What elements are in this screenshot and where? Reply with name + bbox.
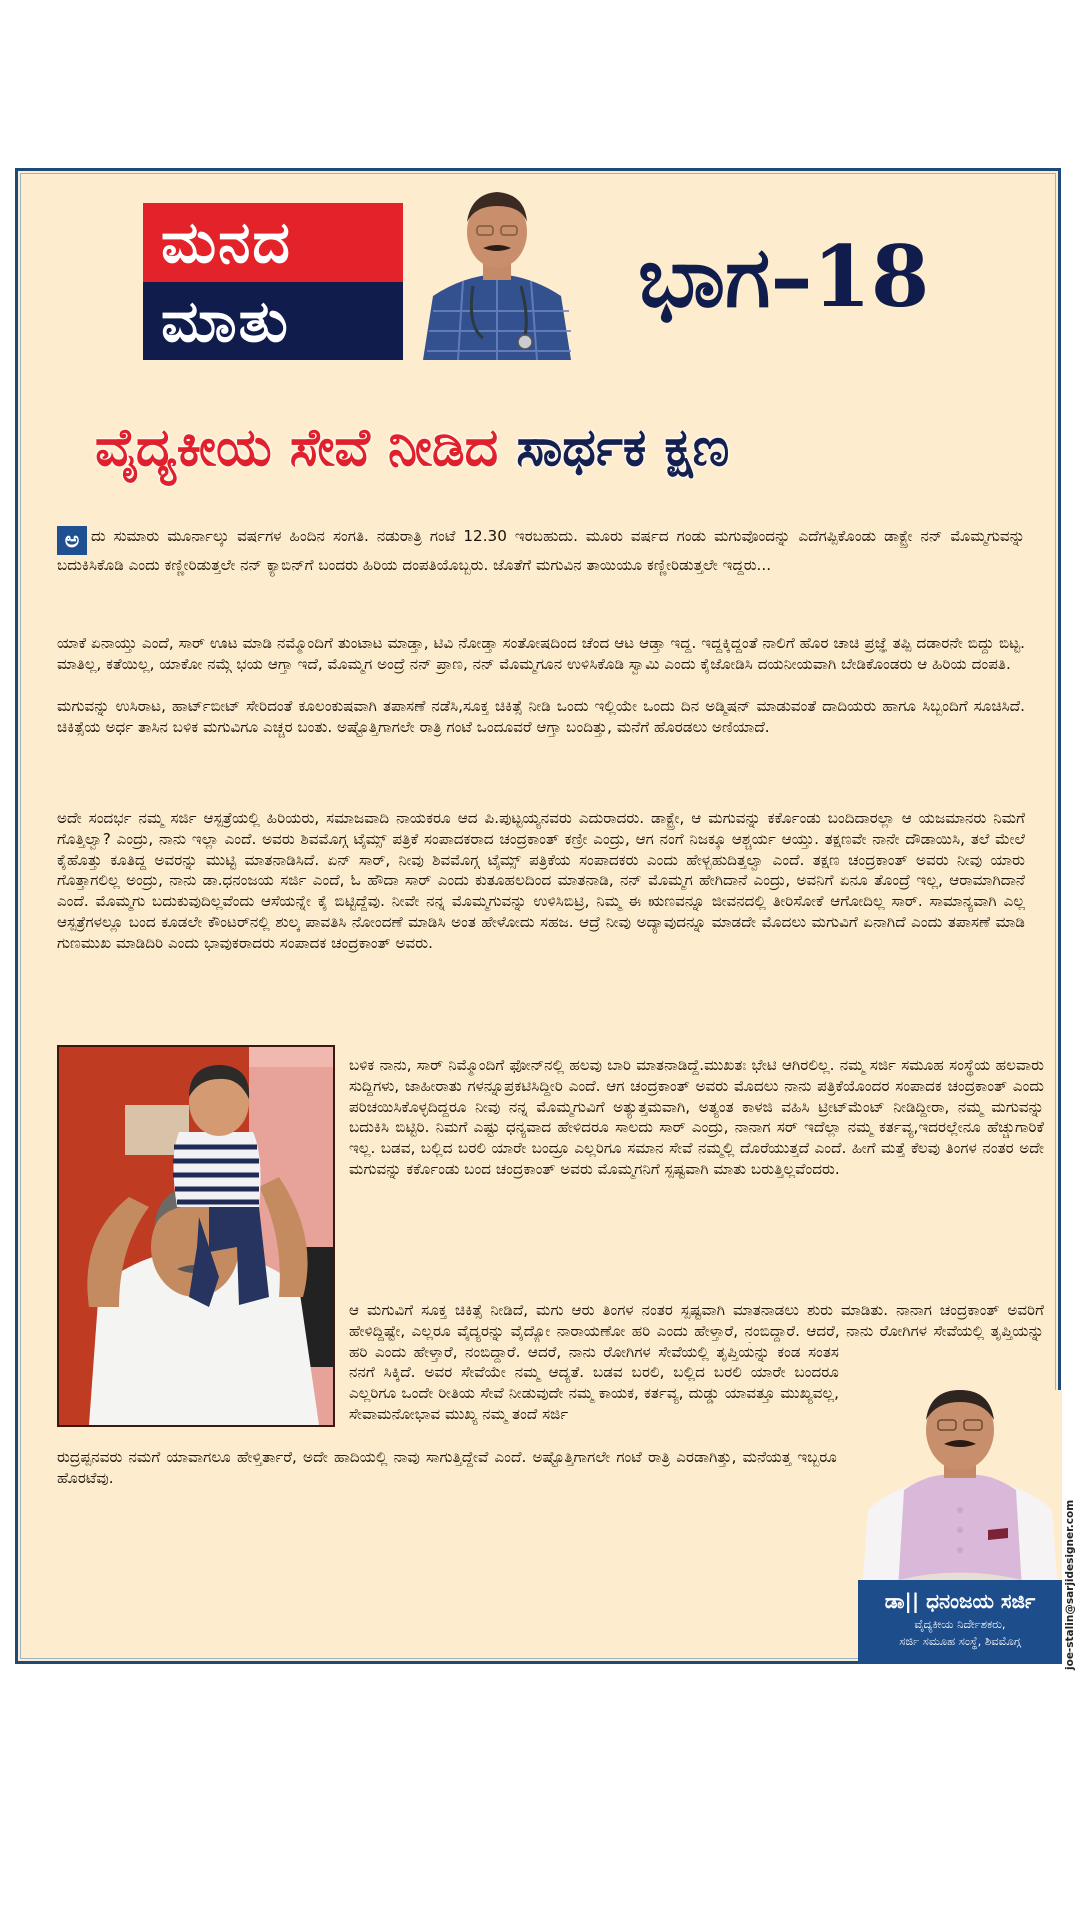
doctor-portrait-photo	[403, 176, 591, 360]
headline	[95, 408, 985, 488]
article-paragraph-6-narrow	[349, 1342, 839, 1446]
paragraph-6-text: ಆ ಮಗುವಿಗೆ ಸೂಕ್ತ ಚಿಕಿತ್ಸೆ ನೀಡಿದೆ, ಮಗು ಆರು ತಿಂಗಳ ನಂತರ ಸ್ಪಷ್ಟವಾಗಿ ಮಾತನಾಡಲು ಶುರು ಮಾಡಿತು. ನಾನಾಗ ಚಂದ್ರಕಾಂತ್ ಅವರಿಗೆ ಹೇಳಿದ್ದಿಷ್ಟೇ, ಎಲ್ಲರೂ ವೈದ್ಯರನ್ನು ವೈದ್ಯೋ ನಾರಾಯಣೋ ಹರಿ ಎಂದು ಹೇಳ್ತಾರೆ, ನಂಬಿದ್ದಾರೆ. ಆದರೆ, ನಾನು ರೋಗಿಗಳ ಸೇವೆಯಲ್ಲಿ ತೃಪ್ತಿಯನ್ನು	[349, 1301, 1044, 1340]
drop-cap: ಅ	[57, 526, 87, 555]
article-paragraph-6-top	[349, 1300, 1044, 1342]
headline-red: ವೈದ್ಯಕೀಯ ಸೇವೆ ನೀಡಿದ	[95, 418, 499, 478]
masthead-line1: ಮನದ	[161, 208, 292, 276]
headline-navy: ಸಾರ್ಥಕ ಕ್ಷಣ	[516, 418, 730, 478]
masthead-logo	[143, 203, 590, 360]
author-portrait-photo	[858, 1390, 1062, 1590]
masthead-line2: ಮಾತು	[161, 287, 290, 355]
paragraph-1-text: ದು ಸುಮಾರು ಮೂರ್ನಾಲ್ಕು ವರ್ಷಗಳ ಹಿಂದಿನ ಸಂಗತಿ. ನಡುರಾತ್ರಿ ಗಂಟೆ 12.30 ಇರಬಹುದು. ಮೂರು ವರ್ಷದ ಗಂಡು ಮಗುವೊಂದನ್ನು ಎದೆಗಪ್ಪಿಕೊಂಡು ಡಾಕ್ಟ್ರೇ ನನ್ ಮೊಮ್ಮಗುವನ್ನು ಬದುಕಿಸಿಕೊಡಿ ಎಂದು ಕಣ್ಣೀರಿಡುತ್ತಲೇ ನನ್ ಕ್ಯಾಬಿನ್‌ಗೆ ಬಂದರು ಹಿರಿಯ ದಂಪತಿಯೊಬ್ಬರು. ಜೊತೆಗೆ ಮಗುವಿನ ತಾಯಿಯೂ ಕಣ್ಣೀರಿಡುತ್ತಲೇ ಇದ್ದರು...	[57, 527, 1025, 574]
paragraph-6-continuation: ಹರಿ ಎಂದು ಹೇಳ್ತಾರೆ, ನಂಬಿದ್ದಾರೆ. ಆದರೆ, ನಾನು ರೋಗಿಗಳ ಸೇವೆಯಲ್ಲಿ ತೃಪ್ತಿಯನ್ನು ಕಂಡ ಸಂತಸ ನನಗೆ ಸಿಕ್ಕಿದೆ. ಅವರ ಸೇವೆಯೇ ನಮ್ಮ ಆದ್ಯತೆ. ಬಡವ ಬರಲಿ, ಬಲ್ಲಿದ ಬರಲಿ ಯಾರೇ ಬಂದರೂ ಎಲ್ಲರಿಗೂ ಒಂದೇ ರೀತಿಯ ಸೇವೆ ನೀಡುವುದೇ ನಮ್ಮ ಕಾಯಕ, ಕರ್ತವ್ಯ, ದುಡ್ಡು ಯಾವತ್ತೂ ಮುಖ್ಯವಲ್ಲ, ಸೇವಾಮನೋಭಾವ ಮುಖ್ಯ ನಮ್ಮ ತಂದೆ ಸರ್ಜಿ	[349, 1342, 839, 1423]
article-paragraph-5: ಬಳಿಕ ನಾನು, ಸಾರ್ ನಿಮ್ಮೊಂದಿಗೆ ಫೋನ್‌ನಲ್ಲಿ ಹಲವು ಬಾರಿ ಮಾತನಾಡಿದ್ದೆ.ಮುಖತಃ ಭೇಟಿ ಆಗಿರಲಿಲ್ಲ. ನಮ್ಮ ಸರ್ಜಿ ಸಮೂಹ ಸಂಸ್ಥೆಯ ಹಲವಾರು ಸುದ್ದಿಗಳು, ಜಾಹೀರಾತು ಗಳನ್ನೂಪ್ರಕಟಿಸಿದ್ದೀರಿ ಎಂದೆ. ಆಗ ಚಂದ್ರಕಾಂತ್ ಅವರು ಮೊದಲು ನಾನು ಪತ್ರಿಕೆಯೊಂದರ ಸಂಪಾದಕ ಚಂದ್ರಕಾಂತ್ ಎಂದು ಪರಿಚಯಿಸಿಕೊಳ್ಳದಿದ್ದರೂ ನೀವು ನನ್ನ ಮೊಮ್ಮಗುವಿಗೆ ಅತ್ಯುತ್ತಮವಾಗಿ, ಅತ್ಯಂತ ಕಾಳಜಿ ವಹಿಸಿ ಟ್ರೀಟ್‌ಮೆಂಟ್ ನೀಡಿದ್ದೀರಾ, ನಮ್ಮ ಮಗುವನ್ನು ಬದುಕಿಸಿ ಬಿಟ್ಟಿರಿ. ನಿಮಗೆ ಎಷ್ಟು ಧನ್ಯವಾದ ಹೇಳಿದರೂ ಸಾಲದು ಸಾರ್ ಎಂದ್ರು, ನಾನಾಗ ಸರ್ ಇದೆಲ್ಲಾ ನಮ್ಮ ಕರ್ತವ್ಯ,ಇದರಲ್ಲೇನೂ ಹೆಚ್ಚುಗಾರಿಕೆ ಇಲ್ಲ. ಬಡವ, ಬಲ್ಲಿದ ಬರಲಿ ಯಾರೇ ಬಂದ್ರೂ ಎಲ್ಲರಿಗೂ ಸಮಾನ ಸೇವೆ ನಮ್ಮಲ್ಲಿ ದೊರೆಯುತ್ತದೆ ಎಂದೆ. ಹೀಗೆ ಮತ್ತೆ ಕೆಲವು ತಿಂಗಳ ನಂತರ ಅದೇ ಮಗುವನ್ನು ಕರ್ಕೊಂಡು ಬಂದ ಚಂದ್ರಕಾಂತ್ ಅವರು ಮೊಮ್ಮಗನಿಗೆ ಸ್ಪಷ್ಟವಾಗಿ ಮಾತು ಬರುತ್ತಿಲ್ಲವೆಂದರು.	[349, 1056, 1044, 1178]
photo-illustration	[59, 1047, 333, 1425]
part-number: ಭಾಗ–18	[638, 227, 930, 326]
article-paragraph-2: ಯಾಕೆ ಏನಾಯ್ತು ಎಂದೆ, ಸಾರ್ ಊಟ ಮಾಡಿ ನಮ್ಮೊಂದಿಗೆ ತುಂಟಾಟ ಮಾಡ್ತಾ, ಟಿವಿ ನೋಡ್ತಾ ಸಂತೋಷದಿಂದ ಚೆಂದ ಆಟ ಆಡ್ತಾ ಇದ್ದ. ಇದ್ದಕ್ಕಿದ್ದಂತೆ ನಾಲಿಗೆ ಹೊರ ಚಾಚಿ ಪ್ರಜ್ಞೆ ತಪ್ಪಿ ದಡಾರನೇ ಬಿದ್ದು ಬಿಟ್ಟ. ಮಾತಿಲ್ಲ, ಕತೆಯಿಲ್ಲ, ಯಾಕೋ ನಮ್ಗೆ ಭಯ ಆಗ್ತಾ ಇದೆ, ಮೊಮ್ಮಗ ಅಂದ್ರೆ ನನ್ ಪ್ರಾಣ, ನನ್ ಮೊಮ್ಮಗೂನ ಉಳಿಸಿಕೊಡಿ ಸ್ವಾಮಿ ಎಂದು ಕೈಜೋಡಿಸಿ ದಯನೀಯವಾಗಿ ಬೇಡಿಕೊಂಡರು ಆ ಹಿರಿಯ ದಂಪತಿ.	[57, 634, 1025, 673]
author-name-box	[858, 1580, 1062, 1664]
author-signature-block	[858, 1390, 1062, 1664]
designer-credit: joe-stalin@sarjidesigner.com	[1064, 1499, 1076, 1670]
article-paragraph-1	[57, 526, 1025, 576]
article-paragraph-4: ಅದೇ ಸಂದರ್ಭ ನಮ್ಮ ಸರ್ಜಿ ಆಸ್ಪತ್ರೆಯಲ್ಲಿ ಹಿರಿಯರು, ಸಮಾಜವಾದಿ ನಾಯಕರೂ ಆದ ಪಿ.ಪುಟ್ಟಯ್ಯನವರು ಎದುರಾದರು. ಡಾಕ್ಟ್ರೇ, ಆ ಮಗುವನ್ನು ಕರ್ಕೊಂಡು ಬಂದಿದಾರಲ್ಲಾ ಆ ಯಜಮಾನರು ನಿಮಗೆ ಗೊತ್ತಿಲ್ವಾ? ಎಂದ್ರು, ನಾನು ಇಲ್ಲಾ ಎಂದೆ. ಅವರು ಶಿವಮೊಗ್ಗ ಟೈಮ್ಸ್ ಪತ್ರಿಕೆ ಸಂಪಾದಕರಾದ ಚಂದ್ರಕಾಂತ್ ಕಣ್ರೀ ಎಂದ್ರು, ಆಗ ನಂಗೆ ನಿಜಕ್ಕೂ ಆಶ್ಚರ್ಯ ಆಯ್ತು. ತಕ್ಷಣವೇ ನಾನೇ ದೌಡಾಯಿಸಿ, ತಲೆ ಮೇಲೆ ಕೈಹೊತ್ತು ಕೂತಿದ್ದ ಅವರನ್ನು ಮುಟ್ಟಿ ಮಾತನಾಡಿಸಿದೆ. ಏನ್ ಸಾರ್, ನೀವು ಶಿವಮೊಗ್ಗ ಟೈಮ್ಸ್ ಪತ್ರಿಕೆಯ ಸಂಪಾದಕರು ಎಂದು ಹೇಳ್ಬಹುದಿತ್ತಲ್ವಾ ಎಂದೆ. ತಕ್ಷಣ ಚಂದ್ರಕಾಂತ್ ಅವರು ನೀವು ಯಾರು ಗೊತ್ತಾಗಲಿಲ್ಲ ಅಂದ್ರು, ನಾನು ಡಾ.ಧನಂಜಯ ಸರ್ಜಿ ಎಂದೆ, ಓ ಹೌದಾ ಸಾರ್ ಎಂದು ಕುತೂಹಲದಿಂದ ಮಾತನಾಡಿ, ನನ್ ಮೊಮ್ಮಗ ಹೇಗಿದಾನೆ ಎಂದ್ರು, ಅವನಿಗೆ ಏನೂ ತೊಂದ್ರೆ ಇಲ್ಲ, ಆರಾಮಾಗಿದಾನೆ ಎಂದೆ. ಮೊಮ್ಮಗು ಬದುಕುವುದಿಲ್ಲವೆಂದು ಆಸೆಯನ್ನೇ ಕೈ ಬಿಟ್ಟಿದ್ದೆವು. ನೀವೇ ನನ್ನ ಮೊಮ್ಮಗುವನ್ನು ಉಳಿಸಿಬಿಟ್ರಿ, ನಿಮ್ಮ ಈ ಋಣವನ್ನೂ ಜೀವನದಲ್ಲಿ ತೀರಿಸೋಕೆ ಆಗೋದಿಲ್ಲ ಸಾರ್. ಸಾಮಾನ್ಯವಾಗಿ ಎಲ್ಲ ಆಸ್ಪತ್ರೆಗಳಲ್ಲೂ ಬಂದ ಕೂಡಲೇ ಕೌಂಟರ್‌ನಲ್ಲಿ ಶುಲ್ಕ ಪಾವತಿಸಿ ನೋಂದಣೆ ಮಾಡಿಸಿ ಅಂತ ಹೇಳೋದು ಸಹಜ. ಆದ್ರೆ ನೀವು ಅದ್ಯಾವುದನ್ನೂ ಮಾಡದೇ ಮೊದಲು ಮಗುವಿಗೆ ಏನಾಗಿದೆ ಎಂದು ತಪಾಸಣೆ ಮಾಡಿ ಗುಣಮುಖ ಮಾಡಿದಿರಿ ಎಂದು ಭಾವುಕರಾದರು ಸಂಪಾದಕ ಚಂದ್ರಕಾಂತ್ ಅವರು.	[57, 809, 1025, 952]
article-paragraph-6-end: ರುದ್ರಪ್ಪನವರು ನಮಗೆ ಯಾವಾಗಲೂ ಹೇಳ್ತಿರ್ತಾರೆ, ಅದೇ ಹಾದಿಯಲ್ಲಿ ನಾವು ಸಾಗುತ್ತಿದ್ದೇವೆ ಎಂದೆ. ಅಷ್ಟೊತ್ತಿಗಾಗಲೇ ಗಂಟೆ ರಾತ್ರಿ ಎರಡಾಗಿತ್ತು, ಮನೆಯತ್ತ ಇಬ್ಬರೂ ಹೊರಟೆವು.	[57, 1448, 837, 1487]
article-paragraph-3: ಮಗುವನ್ನು ಉಸಿರಾಟ, ಹಾರ್ಟ್‌ಬೀಟ್ ಸೇರಿದಂತೆ ಕೂಲಂಕುಷವಾಗಿ ತಪಾಸಣೆ ನಡೆಸಿ,ಸೂಕ್ತ ಚಿಕಿತ್ಸೆ ನೀಡಿ ಒಂದು ಇಲ್ಲಿಯೇ ಒಂದು ದಿನ ಅಡ್ಮಿಷನ್ ಮಾಡುವಂತೆ ದಾದಿಯರು ಹಾಗೂ ಸಿಬ್ಬಂದಿಗೆ ಸೂಚಿಸಿದೆ. ಚಿಕಿತ್ಸೆಯ ಅರ್ಧ ತಾಸಿನ ಬಳಿಕ ಮಗುವಿಗೂ ಎಚ್ಚರ ಬಂತು. ಅಷ್ಟೊತ್ತಿಗಾಗಲೇ ರಾತ್ರಿ ಗಂಟೆ ಒಂದೂವರೆ ಆಗ್ತಾ ಬಂದಿತ್ತು, ಮನೆಗೆ ಹೊರಡಲು ಅಣಿಯಾದೆ.	[57, 697, 1025, 736]
author-role-line1: ವೈದ್ಯಕೀಯ ನಿರ್ದೇಶಕರು,	[914, 1617, 1006, 1631]
grandfather-child-photo	[57, 1045, 335, 1427]
author-name: ಡಾ|| ಧನಂಜಯ ಸರ್ಜಿ	[884, 1589, 1036, 1613]
author-role-line2: ಸರ್ಜಿ ಸಮೂಹ ಸಂಸ್ಥೆ, ಶಿವಮೊಗ್ಗ	[899, 1634, 1021, 1648]
